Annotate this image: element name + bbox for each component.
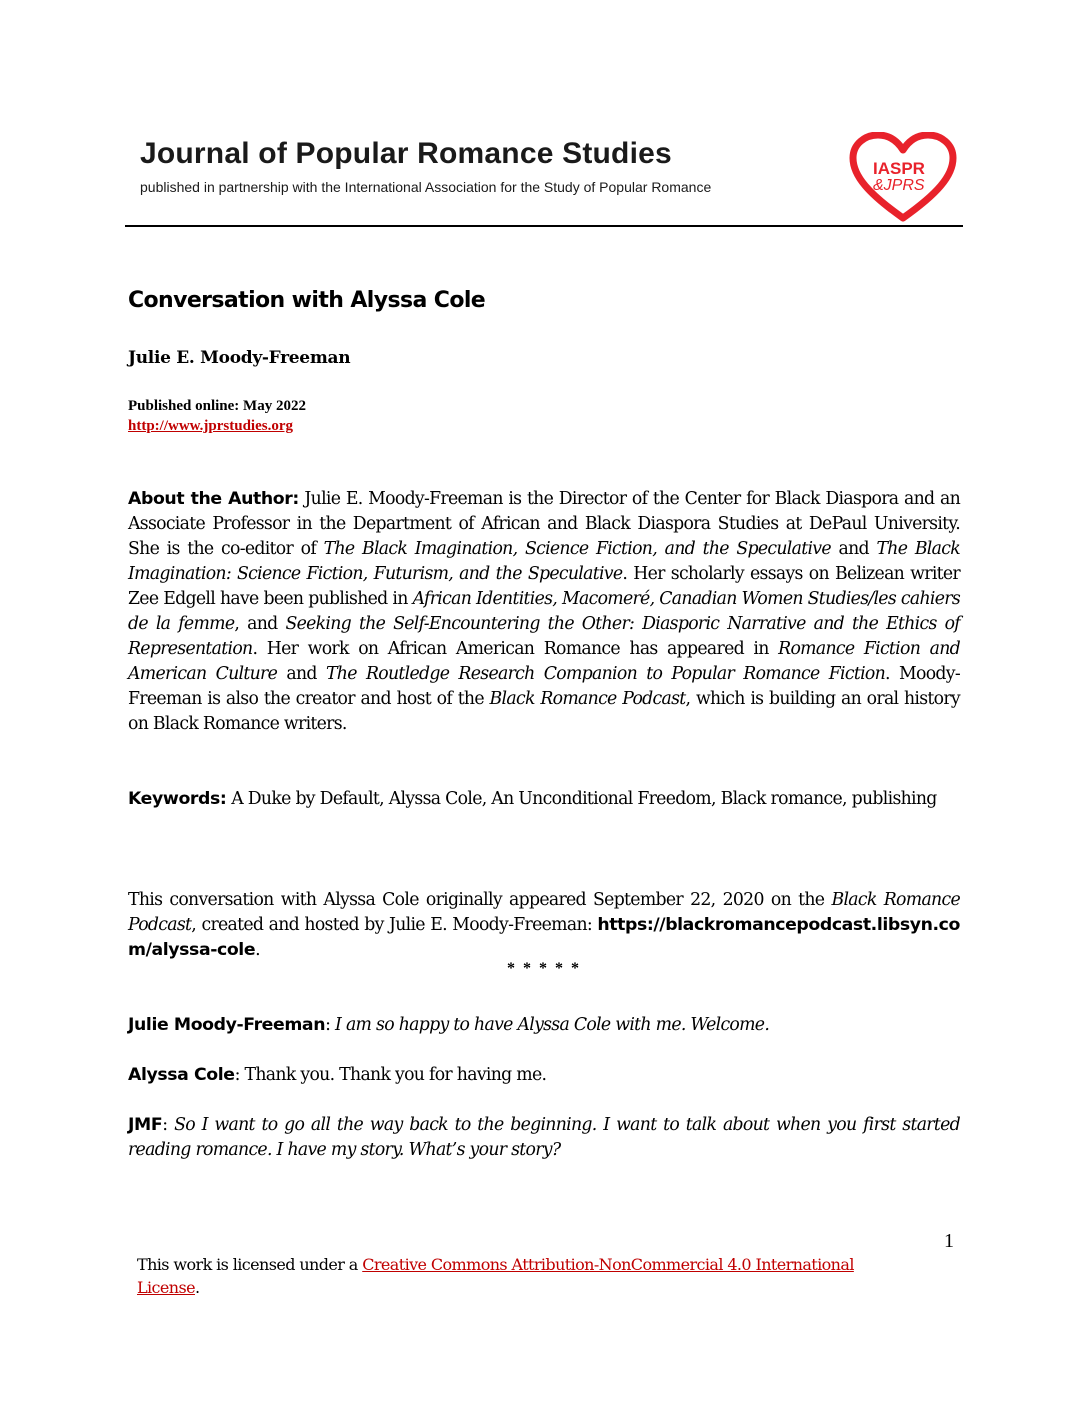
dialogue-line: JMF: So I want to go all the way back to the beginning. I want to talk about when you first started reading romance. I have my story. What’s your story? bbox=[128, 1115, 960, 1160]
keywords-label: Keywords: bbox=[128, 789, 227, 809]
license-prefix: This work is licensed under a bbox=[137, 1255, 363, 1274]
about-label: About the Author: bbox=[128, 489, 299, 509]
license-link[interactable]: Creative Commons Attribution-NonCommercial 4.0 International License bbox=[137, 1255, 854, 1297]
book-title: The Routledge Research Companion to Popular Romance Fiction bbox=[325, 664, 886, 684]
article-title: Conversation with Alyssa Cole bbox=[128, 288, 486, 313]
podcast-title: Black Romance Podcast bbox=[489, 689, 686, 709]
logo-text bbox=[873, 160, 953, 194]
speaker-name: Julie Moody-Freeman bbox=[128, 1015, 326, 1035]
speaker-name: Alyssa Cole bbox=[128, 1065, 235, 1085]
intro-text: . bbox=[255, 940, 260, 960]
about-text: Julie E. Moody-Freeman is the Director of the Center for Black Diaspora and an Associate Professor in the Department of African and Black Diaspora Studies at DePaul University. She is the co-editor of bbox=[128, 489, 960, 559]
journal-title: Journal of Popular Romance Studies bbox=[140, 137, 672, 170]
about-text: , and bbox=[234, 614, 286, 634]
license-suffix: . bbox=[194, 1278, 200, 1297]
logo-line1: IASPR bbox=[873, 159, 925, 178]
about-text: . Her work on African American Romance has appeared in bbox=[252, 639, 779, 659]
keywords-paragraph bbox=[128, 787, 960, 812]
about-text: , which is building an oral history on Black Romance writers. bbox=[128, 689, 960, 734]
dialogue-line: Julie Moody-Freeman: I am so happy to have Alyssa Cole with me. Welcome. bbox=[128, 1015, 770, 1035]
podcast-link[interactable]: https://blackromancepodcast.libsyn.com/alyssa-cole bbox=[128, 915, 960, 960]
book-title: Seeking the Self-Encountering the Other: Diasporic Narrative and the Ethics of Representation bbox=[128, 614, 961, 659]
intro-text: , created and hosted by Julie E. Moody-Freeman: bbox=[191, 915, 598, 935]
journal-link[interactable]: http://www.jprstudies.org bbox=[128, 418, 294, 434]
about-author-paragraph bbox=[128, 487, 960, 737]
license-notice bbox=[137, 1253, 897, 1299]
intro-text: This conversation with Alyssa Cole originally appeared September 22, 2020 on the bbox=[128, 890, 832, 910]
keywords-text: A Duke by Default, Alyssa Cole, An Unconditional Freedom, Black romance, publishing bbox=[226, 789, 937, 809]
dialogue-text: I am so happy to have Alyssa Cole with me. Welcome. bbox=[335, 1015, 770, 1035]
section-separator: * * * * * bbox=[507, 960, 581, 977]
book-title: Romance Fiction and American Culture bbox=[128, 639, 960, 684]
dialogue-text: Thank you. Thank you for having me. bbox=[244, 1065, 547, 1085]
about-text: . Moody-Freeman is also the creator and host of the bbox=[128, 664, 960, 709]
about-text: . Her scholarly essays on Belizean writer Zee Edgell have been published in bbox=[128, 564, 960, 609]
article-author: Julie E. Moody-Freeman bbox=[128, 348, 351, 368]
dialogue-text: So I want to go all the way back to the beginning. I want to talk about when you first started reading romance. I have my story. What’s your story? bbox=[128, 1115, 960, 1160]
page-number: 1 bbox=[944, 1230, 954, 1252]
journal-titles: African Identities, Macomeré, Canadian Women Studies/les cahiers de la femme bbox=[128, 589, 960, 634]
speaker-name: JMF bbox=[128, 1115, 163, 1135]
published-date: Published online: May 2022 bbox=[128, 398, 306, 414]
about-text: and bbox=[277, 664, 326, 684]
intro-paragraph bbox=[128, 888, 960, 963]
dialogue-line: Alyssa Cole: Thank you. Thank you for having me. bbox=[128, 1065, 547, 1085]
about-text: and bbox=[830, 539, 877, 559]
journal-subtitle: published in partnership with the International Association for the Study of Popular Romance bbox=[140, 179, 712, 195]
book-title: The Black Imagination, Science Fiction, and the Speculative bbox=[323, 539, 831, 559]
book-title: The Black Imagination: Science Fiction, Futurism, and the Speculative bbox=[128, 539, 960, 584]
podcast-title: Black Romance Podcast bbox=[128, 890, 960, 935]
logo-line2: &JPRS bbox=[873, 177, 925, 194]
header-rule bbox=[125, 225, 963, 227]
